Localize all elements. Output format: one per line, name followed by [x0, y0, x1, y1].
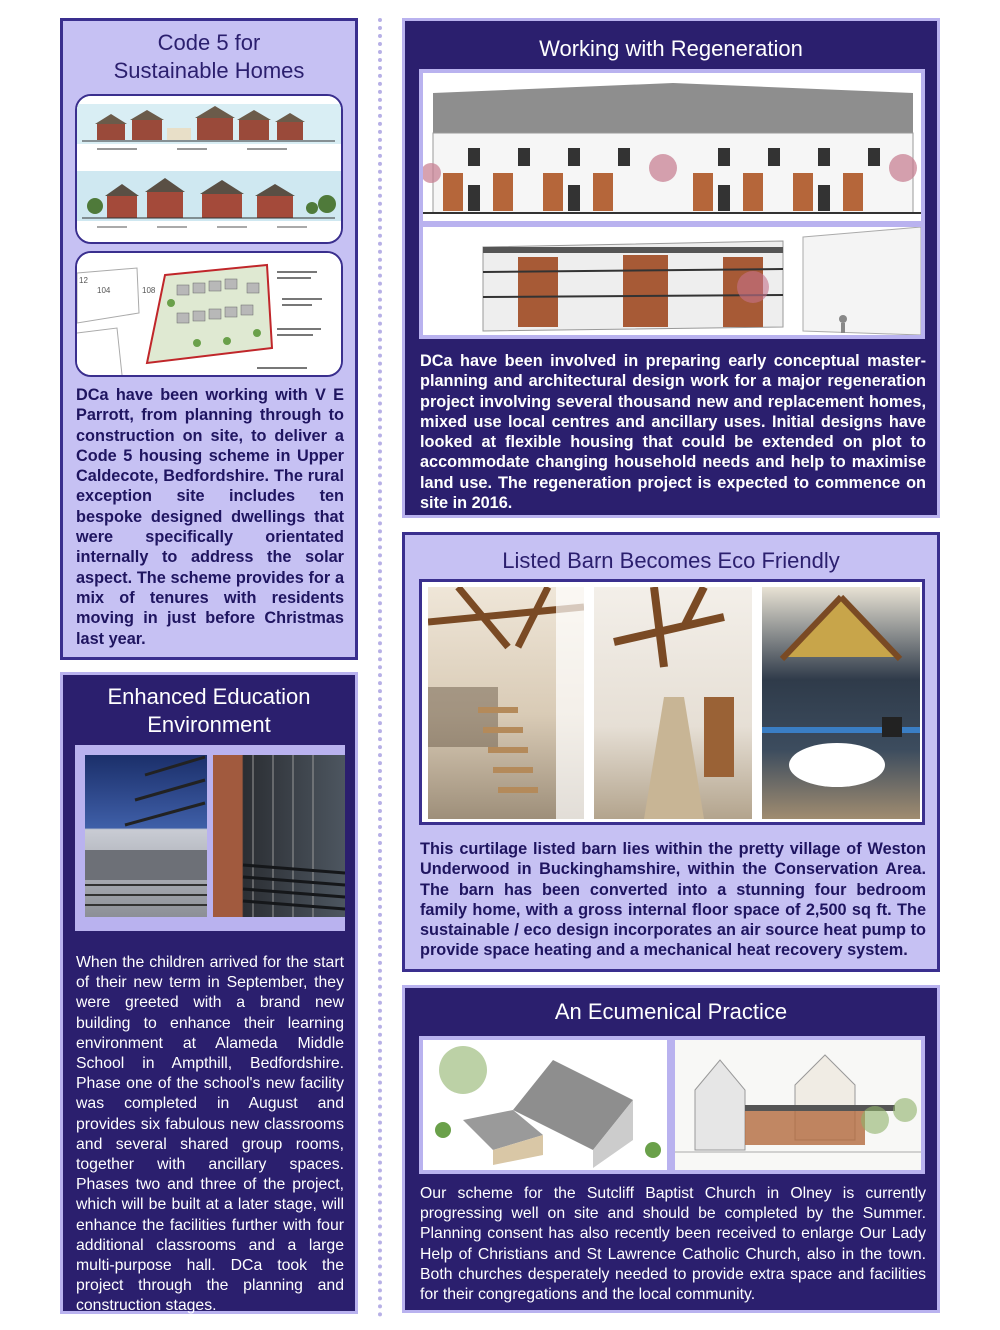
school-exterior-photo-2 [213, 755, 345, 917]
barn-title: Listed Barn Becomes Eco Friendly [502, 548, 840, 573]
louvres-graphic [85, 755, 207, 917]
regeneration-title: Working with Regeneration [539, 36, 803, 61]
corridor-graphic [594, 587, 752, 819]
education-title-line1: Enhanced Education [107, 684, 311, 709]
plot-104-label: 104 [97, 286, 111, 295]
regeneration-images-frame [419, 69, 925, 339]
barn-photos-frame [419, 579, 925, 825]
baptist-church-sketch [423, 1040, 667, 1170]
church-sketch-2 [675, 1040, 921, 1170]
bathroom-graphic [762, 587, 920, 819]
glazing-graphic [213, 755, 345, 917]
code5-site-plan-image [75, 251, 343, 377]
terrace-elevation-drawing [423, 73, 921, 221]
education-panel [60, 672, 358, 1314]
education-title [63, 675, 355, 739]
apartment-perspective-drawing [423, 227, 921, 335]
code5-elevations-image [75, 94, 343, 244]
regeneration-panel [402, 18, 940, 518]
street-elevations-drawing [77, 96, 341, 242]
catholic-church-sketch [675, 1040, 921, 1170]
regeneration-body-text: DCa have been involved in preparing early conceptual master-planning and architectural design work for a major regeneration project involving several thousand new and replacement homes, mixed use local centres and ancillary uses. Initial designs have looked at flexible housing that could be extended on plot to accommodate changing household needs and help to maximise land use. The regeneration project is expected to commence on site in 2016. [420, 352, 926, 513]
education-title-line2: Environment [147, 712, 271, 737]
staircase-graphic [428, 587, 584, 819]
church-sketch-1 [423, 1040, 667, 1170]
plot-12-label: 12 [79, 276, 88, 285]
ecumenical-title: An Ecumenical Practice [554, 999, 788, 1024]
barn-corridor-photo [594, 587, 752, 819]
ecumenical-body-text: Our scheme for the Sutcliff Baptist Church in Olney is currently progressing well on site and should be completed by the Summer. Planning consent has also recently been received to enlarge Our Lady Help of Christians and St Lawrence Catholic Church, also in the town. Both churches desperately needed to provide extra space and facilities for their congregations and the local community. [420, 1185, 926, 1304]
ecumenical-panel [402, 985, 940, 1313]
barn-bathroom-photo [762, 587, 920, 819]
code5-body-text: DCa have been working with V E Parrott, from planning through to construction on site, to deliver a Code 5 housing scheme in Upper Caldecote, Bedfordshire. The rural exception site includes ten bespoke designed dwellings that were specifically orientated internally to address the solar aspect. The scheme provides for a mix of tenures with residents moving in just before Christmas last year. [76, 386, 344, 648]
education-body-text: When the children arrived for the start of their new term in September, they were greeted with a brand new building to enhance their learning environment at Alameda Middle School in Ampthill, Bedfordshire. Phase one of the school's new facility was completed in August and provides six fabulous new classrooms and several shared group rooms, together with ancillary spaces. Phases two and three of the project, which will be built at a later stage, will enhance the facilities further with four additional classrooms and a large multi-purpose hall. DCa took the project through the planning and construction stages. [76, 954, 344, 1315]
plot-108-label: 108 [142, 286, 156, 295]
school-exterior-photo-1 [85, 755, 207, 917]
barn-staircase-photo [428, 587, 584, 819]
code5-panel [60, 18, 358, 660]
code5-title-line1: Code 5 for [157, 30, 261, 55]
education-photos-frame [75, 745, 345, 931]
barn-panel [402, 532, 940, 972]
apartment-perspective-image [423, 227, 921, 335]
column-divider [378, 18, 382, 1318]
barn-body-text: This curtilage listed barn lies within the pretty village of Weston Underwood in Buckinghamshire, within the Conservation Area. The barn has been converted into a stunning four bedroom family home, with a gross internal floor space of 2,500 sq ft. The sustainable / eco design incorporates an air source heat pump to provide space heating and a mechanical heat recovery system. [420, 840, 926, 960]
terrace-elevation-image [423, 73, 921, 221]
code5-title [63, 21, 355, 85]
site-plan-drawing [77, 253, 341, 375]
ecumenical-images-frame [419, 1036, 925, 1174]
code5-title-line2: Sustainable Homes [113, 58, 305, 83]
